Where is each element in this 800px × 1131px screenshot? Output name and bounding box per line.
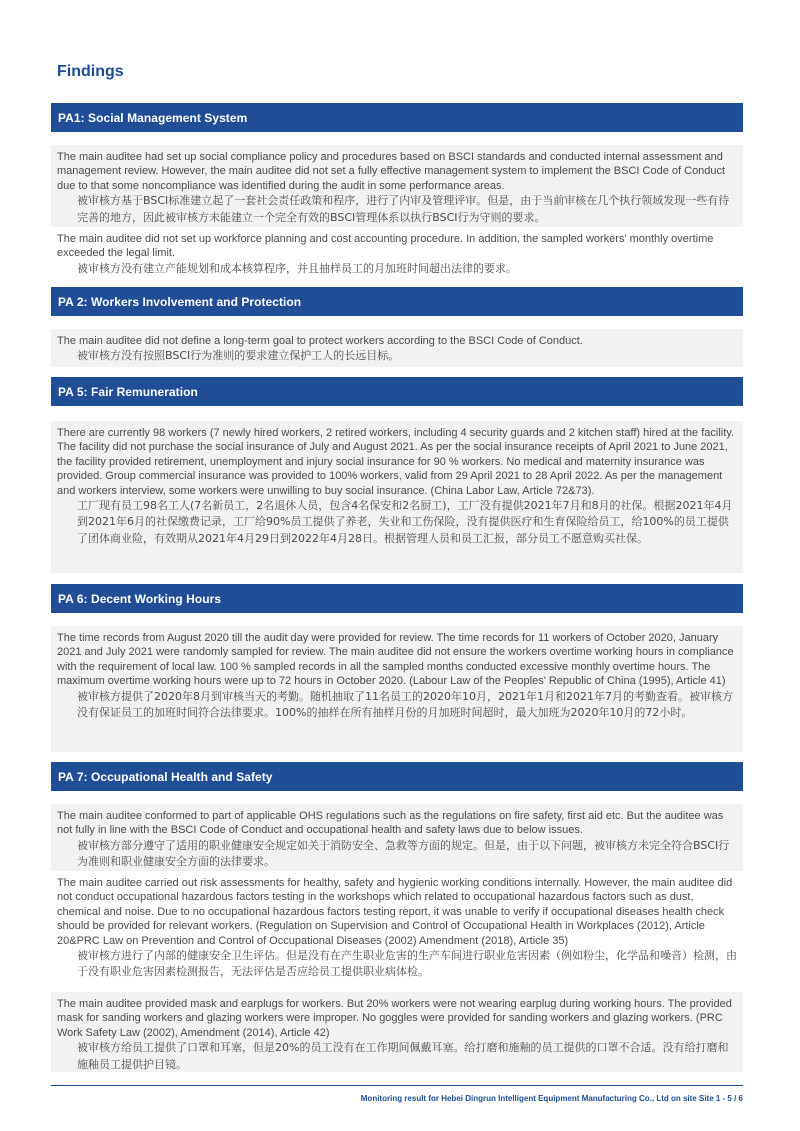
finding-text-en: The main auditee carried out risk assessments for healthy, safety and hygienic working conditions internally. However, the main auditee did not conduct occupational hazardous factors testing in the workshops which related to occupational hazardous factors such as dust, chemical and noise. Due to no occupational hazardous factors testing report, it was unable to verify if occupational diseases health check should be provided for relevant workers. (Regulation on Supervision and Control of Occupational Health in Workplaces (2012), Article 20&PRC Law on Prevention and Control of Occupational Diseases (2002) Amendment (2018), Article 35) [57, 877, 733, 947]
finding-block-pa1-2 [51, 227, 743, 279]
finding-text-en: The main auditee did not define a long-term goal to protect workers according to the BSCI Code of Conduct. [57, 335, 583, 347]
page-title: Findings [57, 63, 124, 80]
finding-text-en: There are currently 98 workers (7 newly hired workers, 2 retired workers, including 4 security guards and 2 kitchen staff) hired at the facility. The facility did not purchase the social insurance of July and August 2021. As per the social insurance receipts of April 2021 to June 2021, the facility provided retirement, unemployment and injury social insurance for 90 % workers. No medical and maternity insurance was provided. Group commercial insurance was provided to 100% workers, valid from 29 April 2021 to 28 April 2022. As per the management and workers interview, some workers were unwilling to buy social insurance. (China Labor Law, Article 72&73). [57, 427, 734, 497]
footer-divider [51, 1085, 743, 1086]
finding-text-en: The main auditee had set up social compliance policy and procedures based on BSCI standards and conducted internal assessment and management review. However, the main auditee did not set a fully effective management system to implement the BSCI Code of Conduct due to that some noncompliance was identified during the audit in some performance areas. [57, 151, 726, 192]
finding-block-pa5-1 [51, 421, 743, 573]
finding-text-zh: 被审核方部分遵守了适用的职业健康安全规定如关于消防安全、急救等方面的规定。但是，由于以下问题，被审核方未完全符合BSCI行为准则和职业健康安全方面的法律要求。 [77, 838, 730, 869]
finding-block-pa6-1 [51, 626, 743, 752]
finding-block-pa7-1 [51, 804, 743, 871]
finding-text-zh: 被审核方基于BSCI标准建立起了一套社会责任政策和程序，进行了内审及管理评审。但是，由于当前审核在几个执行领域发现一些有待完善的地方，因此被审核方未能建立一个完全有效的BSCI管理体系以执行BSCI行为守则的要求。 [77, 194, 730, 224]
finding-block-pa7-2 [51, 871, 743, 991]
footer-text: Monitoring result for Hebei Dingrun Intelligent Equipment Manufacturing Co., Ltd on site Site 1 - 5 / 6 [360, 1094, 743, 1103]
section-heading-pa5: PA 5: Fair Remuneration [51, 377, 743, 406]
section-heading-pa6: PA 6: Decent Working Hours [51, 584, 743, 613]
finding-text-zh: 被审核方没有建立产能规划和成本核算程序，并且抽样员工的月加班时间超出法律的要求。 [77, 261, 517, 275]
finding-text-zh: 被审核方提供了2020年8月到审核当天的考勤。随机抽取了11名员工的2020年10月，2021年1月和2021年7月的考勤查看。被审核方没有保证员工的加班时间符合法律要求。100%的抽样在所有抽样月份的月加班时间超时，最大加班为2020年10月的72小时。 [77, 689, 733, 720]
section-heading-pa7: PA 7: Occupational Health and Safety [51, 762, 743, 791]
finding-text-en: The main auditee did not set up workforce planning and cost accounting procedure. In addition, the sampled workers' monthly overtime exceeded the legal limit. [57, 233, 714, 260]
finding-text-zh: 被审核方给员工提供了口罩和耳塞，但是20%的员工没有在工作期间佩戴耳塞。给打磨和施釉的员工提供的口罩不合适。没有给打磨和施釉员工提供护目镜。 [77, 1041, 729, 1071]
finding-text-zh: 工厂现有员工98名工人(7名新员工，2名退休人员，包含4名保安和2名厨工)，工厂没有提供2021年7月和8月的社保。根据2021年4月到2021年6月的社保缴费记录，工厂给90%员工提供了养老，失业和工伤保险，没有提供医疗和生育保险给员工，给100%的员工提供了团体商业险，有效期从2021年4月29日到2022年4月28日。根据管理人员和员工汇报，部分员工不愿意购买社保。 [77, 499, 733, 545]
finding-text-zh: 被审核方没有按照BSCI行为准则的要求建立保护工人的长远目标。 [77, 349, 400, 363]
section-heading-pa2: PA 2: Workers Involvement and Protection [51, 287, 743, 316]
finding-text-en: The time records from August 2020 till the audit day were provided for review. The time records for 11 workers of October 2020, January 2021 and July 2021 were randomly sampled for review. The main auditee did not ensure the workers overtime working hours in compliance with the requirement of local law. 100 % sampled records in all the sampled months conducted excessive monthly overtime hours. The maximum overtime working hours were up to 72 hours in October 2020. (Labour Law of the Peoples' Republic of China (1995), Article 41) [57, 632, 734, 688]
finding-block-pa2-1 [51, 329, 743, 367]
finding-text-en: The main auditee conformed to part of applicable OHS regulations such as the regulations on fire safety, first aid etc. But the auditee was not fully in line with the BSCI Code of Conduct and occupational health and safety laws due to below issues. [57, 810, 724, 837]
finding-text-en: The main auditee provided mask and earplugs for workers. But 20% workers were not wearing earplug during working hours. The provided mask for sanding workers and glazing workers were improper. No goggles were provided for sanding workers and glazing workers. (PRC Work Safety Law (2002), Amendment (2014), Article 42) [57, 998, 732, 1039]
section-heading-pa1: PA1: Social Management System [51, 103, 743, 132]
finding-block-pa1-1 [51, 145, 743, 227]
finding-block-pa7-3 [51, 992, 743, 1072]
finding-text-zh: 被审核方进行了内部的健康安全卫生评估。但是没有在产生职业危害的生产车间进行职业危害因素（例如粉尘，化学品和噪音）检测，由于没有职业危害因素检测报告，无法评估是否应给员工提供职业病体检。 [77, 949, 737, 979]
